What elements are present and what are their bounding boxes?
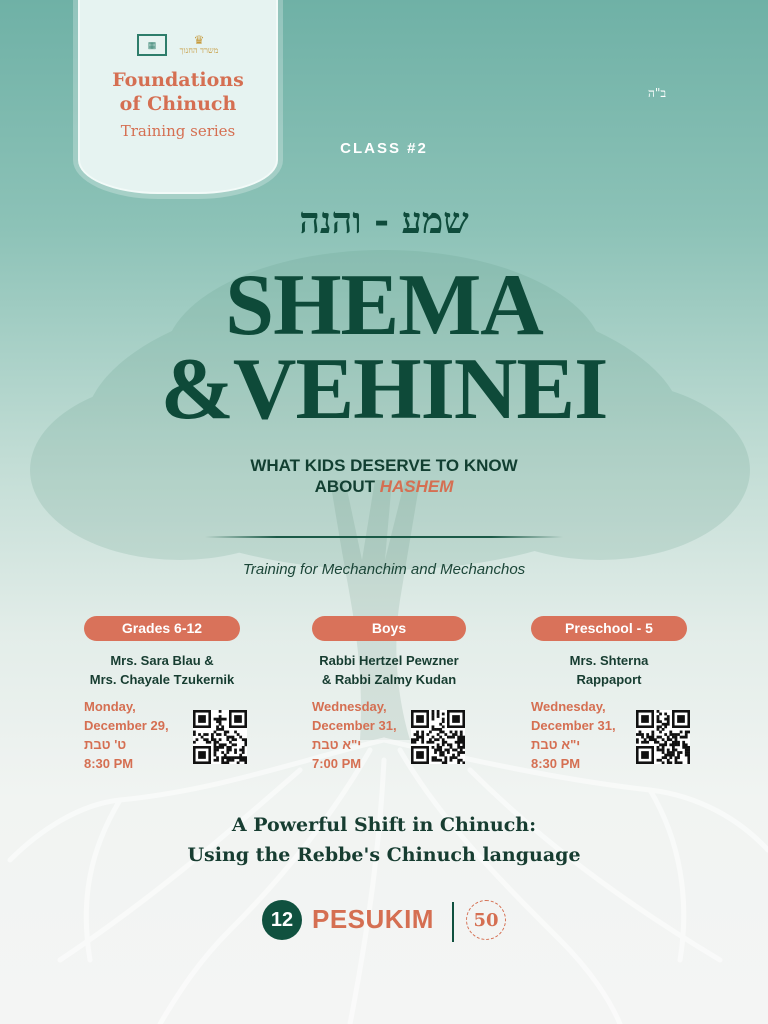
tagline xyxy=(0,810,768,870)
subtitle-line1: WHAT KIDS DESERVE TO KNOW xyxy=(250,456,518,475)
session-time: 8:30 PM xyxy=(531,756,581,771)
series-title xyxy=(80,68,276,116)
session-date: December 31, xyxy=(531,718,616,733)
session-time: 8:30 PM xyxy=(84,756,134,771)
session-hebrew-date: ט' טבת xyxy=(84,737,127,752)
badge-logos xyxy=(80,34,276,58)
footer-branding xyxy=(0,898,768,946)
qr-code-icon[interactable] xyxy=(411,710,465,764)
crown-icon: ♛ xyxy=(193,33,205,47)
pesukim-logo-icon: 12 xyxy=(262,900,302,940)
presenter-line: Mrs. Sara Blau & xyxy=(110,653,214,668)
session-label-pill: Boys xyxy=(312,616,466,641)
subtitle-line2 xyxy=(0,476,768,497)
presenter-line: Rabbi Hertzel Pewzner xyxy=(319,653,459,668)
main-title-line2: &VEHINEI xyxy=(160,341,608,438)
presenter-line: Rappaport xyxy=(576,672,642,687)
presenter-line: Mrs. Chayale Tzukernik xyxy=(89,672,235,687)
tagline-line2: Using the Rebbe's Chinuch language xyxy=(187,844,581,866)
series-title-line1: Foundations xyxy=(112,69,244,91)
ministry-logo-text: משרד החנוך xyxy=(179,46,219,55)
qr-code-icon[interactable] xyxy=(636,710,690,764)
session-presenters xyxy=(72,651,252,689)
organization-logo-icon: ▦ xyxy=(137,34,167,56)
presenter-line: Mrs. Shterna xyxy=(569,653,649,668)
series-title-line2: of Chinuch xyxy=(119,93,237,115)
tagline-line1: A Powerful Shift in Chinuch: xyxy=(231,814,537,836)
session-day: Wednesday, xyxy=(312,699,387,714)
session-time: 7:00 PM xyxy=(312,756,362,771)
session-date: December 31, xyxy=(312,718,397,733)
hebrew-title: שמע - והנה xyxy=(299,200,469,242)
session-date: December 29, xyxy=(84,718,169,733)
series-badge xyxy=(78,0,278,194)
subtitle-prefix: ABOUT xyxy=(314,477,380,496)
series-subtitle: Training series xyxy=(120,122,236,140)
session-hebrew-date: י"א טבת xyxy=(312,737,362,752)
subtitle xyxy=(0,455,768,497)
session-presenters xyxy=(299,651,479,689)
session-hebrew-date: י"א טבת xyxy=(531,737,581,752)
main-title-line1: SHEMA xyxy=(225,257,543,354)
qr-code-icon[interactable] xyxy=(193,710,247,764)
session-day: Wednesday, xyxy=(531,699,606,714)
training-line: Training for Mechanchim and Mechanchos xyxy=(242,561,526,578)
bh-mark: ב"ה xyxy=(648,86,667,100)
session-label-pill: Preschool - 5 xyxy=(531,616,687,641)
session-when xyxy=(84,697,202,773)
footer-separator xyxy=(452,902,454,942)
divider xyxy=(205,536,563,538)
session-label-pill: Grades 6-12 xyxy=(84,616,240,641)
anniversary-seal-icon: 50 xyxy=(466,900,506,940)
session-day: Monday, xyxy=(84,699,136,714)
subtitle-accent: HASHEM xyxy=(379,477,454,496)
presenter-line: & Rabbi Zalmy Kudan xyxy=(321,672,457,687)
session-when xyxy=(531,697,649,773)
brand-name: PESUKIM xyxy=(312,904,434,934)
ministry-logo-icon xyxy=(179,34,219,58)
class-label: CLASS #2 xyxy=(340,140,428,157)
session-presenters xyxy=(531,651,687,689)
